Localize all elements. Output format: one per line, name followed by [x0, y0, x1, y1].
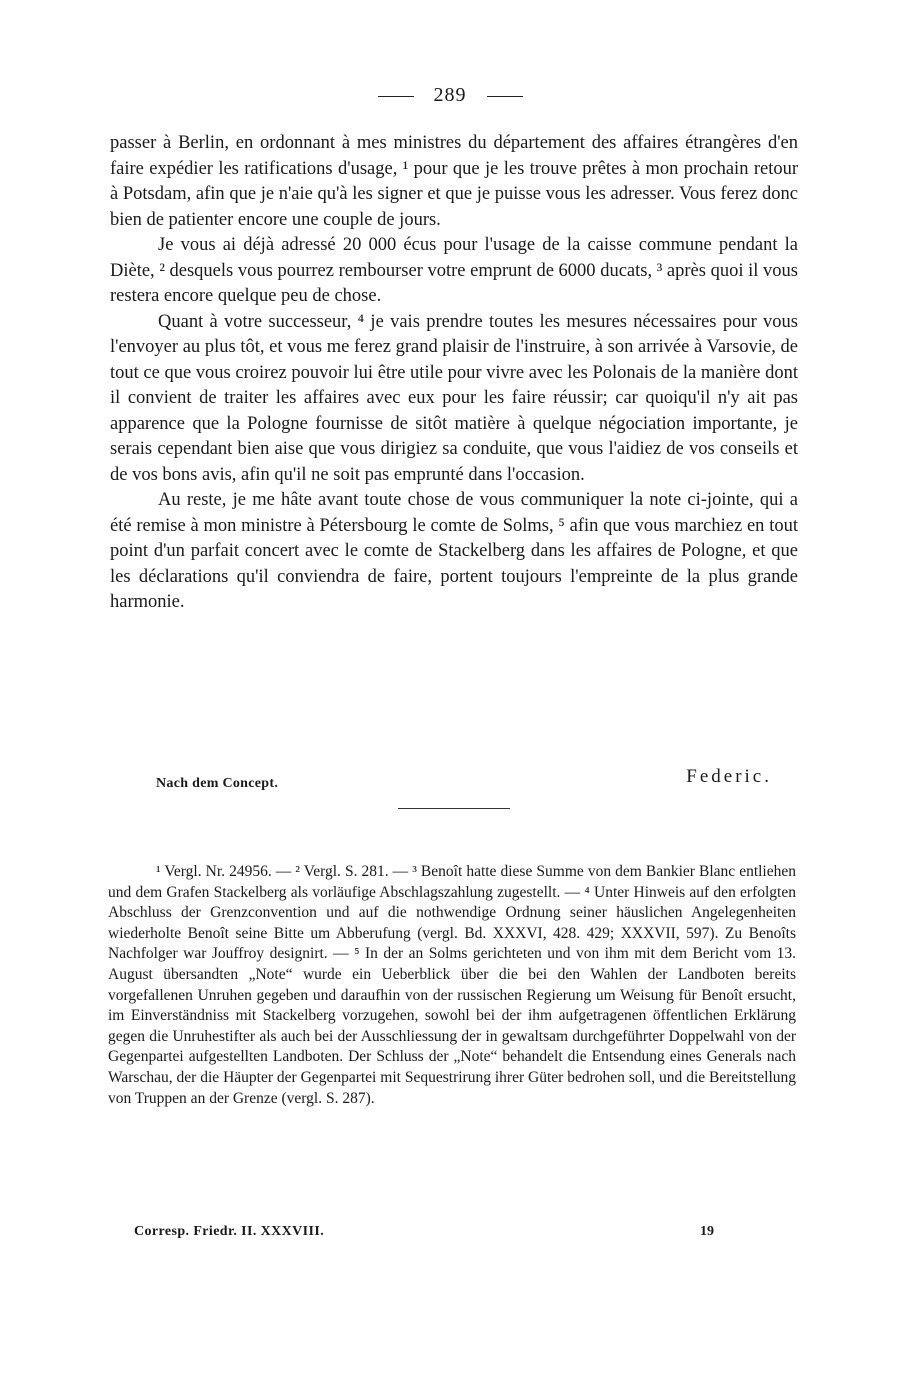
header-dash-right: [487, 96, 523, 97]
closing-row: [110, 766, 798, 796]
sheet-number: 19: [700, 1224, 714, 1239]
source-note: Nach dem Concept.: [156, 776, 279, 791]
letter-paragraph: Au reste, je me hâte avant toute chose de vous communiquer la note ci-jointe, qui a été remise à mon ministre à Pétersbourg le comte de Solms, ⁵ afin que vous marchiez en tout point d'un parfait concert avec le comte de Stackelberg dans les affaires de Pologne, et que les déclarations qu'il conviendra de faire, portent toujours l'empreinte de la plus grande harmonie.: [110, 490, 798, 612]
footnote-separator: [398, 808, 510, 809]
signature-mark: Corresp. Friedr. II. XXXVIII.: [134, 1224, 325, 1239]
footnotes: [108, 862, 796, 1109]
page-number: 289: [433, 84, 467, 106]
letter-paragraph: passer à Berlin, en ordonnant à mes ministres du département des affaires étrangères d'en faire expédier les ratifications d'usage, ¹ pour que je les trouve prêtes à mon prochain retour à Potsdam, afin que je n'aie qu'à les signer et que je puisse vous les adresser. Vous ferez donc bien de patienter encore une couple de jours.: [110, 133, 798, 230]
page-footer: [134, 1224, 714, 1246]
footnote-text: ¹ Vergl. Nr. 24956. — ² Vergl. S. 281. — ³ Benoît hatte diese Summe von dem Bankier Blanc entliehen und dem Grafen Stackelberg als vorläufige Abschlagszahlung zugestellt. — ⁴ Unter Hinweis auf den erfolgten Abschluss der Grenzconvention und auf die nothwendige Ordnung seiner häuslichen Angelegenheiten wiederholte Benoît seine Bitte um Abberufung (vergl. Bd. XXXVI, 428. 429; XXXVII, 597). Zu Benoîts Nachfolger war Jouffroy designirt. — ⁵ In der an Solms gerichteten und von ihm mit dem Bericht vom 13. August übersandten „Note“ wurde ein Ueberblick über die bei den Wahlen der Landboten bereits vorgefallenen Unruhen gegeben und daraufhin von der russischen Regierung um Weisung für Benoît ersucht, im Einverständniss mit Stackelberg vorzugehen, sowohl bei der ihm aufgetragenen öffentlichen Erklärung gegen die Unruhestifter als auch bei der Ausschliessung der in gewaltsam durchgeführter Doppelwahl von der Gegenpartei aufgestellten Landboten. Der Schluss der „Note“ behandelt die Entsendung eines Generals nach Warschau, der die Häupter der Gegenpartei mit Sequestrirung ihrer Güter bedrohen soll, und die Bereitstellung von Truppen an der Grenze (vergl. S. 287).: [108, 863, 796, 1107]
letter-paragraph: Quant à votre successeur, ⁴ je vais prendre toutes les mesures nécessaires pour vous l'envoyer au plus tôt, et vous me ferez grand plaisir de l'instruire, à son arrivée à Varsovie, de tout ce que vous croirez pouvoir lui être utile pour vivre avec les Polonais de la manière dont il convient de traiter les affaires avec eux pour les faire réussir; car quoiqu'il n'y ait pas apparence que la Pologne fournisse de sitôt matière à quelque négociation importante, je serais cependant bien aise que vous dirigiez sa conduite, que vous l'aidiez de vos conseils et de vos bons avis, afin qu'il ne soit pas emprunté dans l'occasion.: [110, 311, 798, 485]
page-header: [0, 84, 900, 107]
letter-paragraph: Je vous ai déjà adressé 20 000 écus pour l'usage de la caisse commune pendant la Diète, ² desquels vous pourrez rembourser votre emprunt de 6000 ducats, ³ après quoi il vous restera encore quelque peu de chose.: [110, 235, 798, 306]
letter-body: [110, 131, 798, 616]
header-dash-left: [378, 96, 414, 97]
signature: Federic.: [686, 766, 772, 787]
